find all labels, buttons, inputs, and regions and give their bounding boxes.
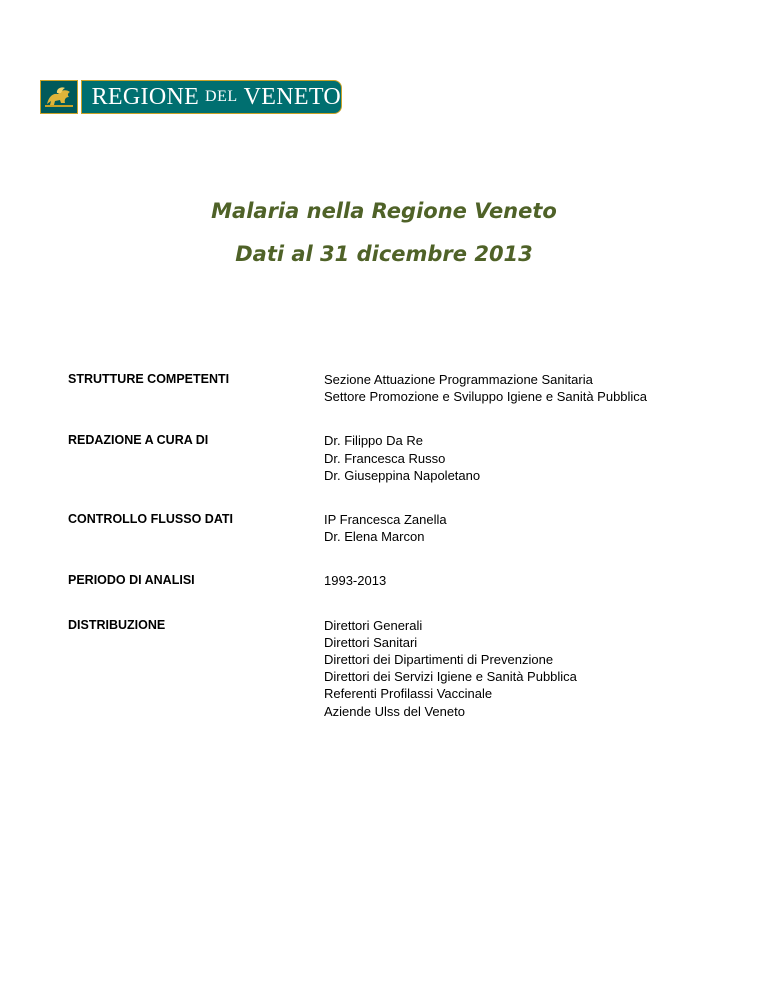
info-values [324,511,708,545]
info-value: Referenti Profilassi Vaccinale [324,686,493,702]
document-title: Malaria nella Regione Veneto [211,199,557,223]
info-value: Sezione Attuazione Programmazione Sanitaria [324,372,593,387]
info-values [324,617,708,720]
info-value: Dr. Francesca Russo [324,450,446,466]
info-label: STRUTTURE COMPETENTI [68,372,230,386]
regione-veneto-logo [40,80,342,114]
info-row-distribuzione [68,617,708,720]
lion-of-saint-mark-icon [40,80,78,114]
info-row-strutture [68,371,708,405]
info-value: Dr. Filippo Da Re [324,433,423,449]
logo-wordmark [81,80,342,114]
logo-text-del: DEL [205,88,238,105]
info-value: Dr. Giuseppina Napoletano [324,467,481,483]
info-table [68,371,708,720]
info-row-periodo [68,572,708,589]
info-label: DISTRIBUZIONE [68,617,166,632]
info-row-redazione [68,432,708,484]
info-value: IP Francesca Zanella [324,512,447,528]
info-value: Dr. Elena Marcon [324,529,425,545]
info-values [324,572,708,589]
info-value: Direttori dei Dipartimenti di Prevenzione [324,652,554,668]
info-value: Direttori dei Servizi Igiene e Sanità Pubblica [324,669,577,685]
info-label: REDAZIONE A CURA DI [68,433,209,448]
info-value: 1993-2013 [324,573,387,589]
logo-text-veneto: VENETO [243,83,341,110]
info-value: Direttori Sanitari [324,634,418,650]
info-value: Aziende Ulss del Veneto [324,703,465,719]
info-values [324,432,708,484]
info-row-controllo [68,511,708,545]
info-values [324,371,708,405]
info-value: Settore Promozione e Sviluppo Igiene e Sanità Pubblica [324,389,648,405]
document-subtitle: Dati al 31 dicembre 2013 [235,242,533,266]
info-value: Direttori Generali [324,617,423,633]
logo-text-regione: REGIONE [91,83,200,110]
info-label: PERIODO DI ANALISI [68,573,195,588]
info-label: CONTROLLO FLUSSO DATI [68,512,234,527]
